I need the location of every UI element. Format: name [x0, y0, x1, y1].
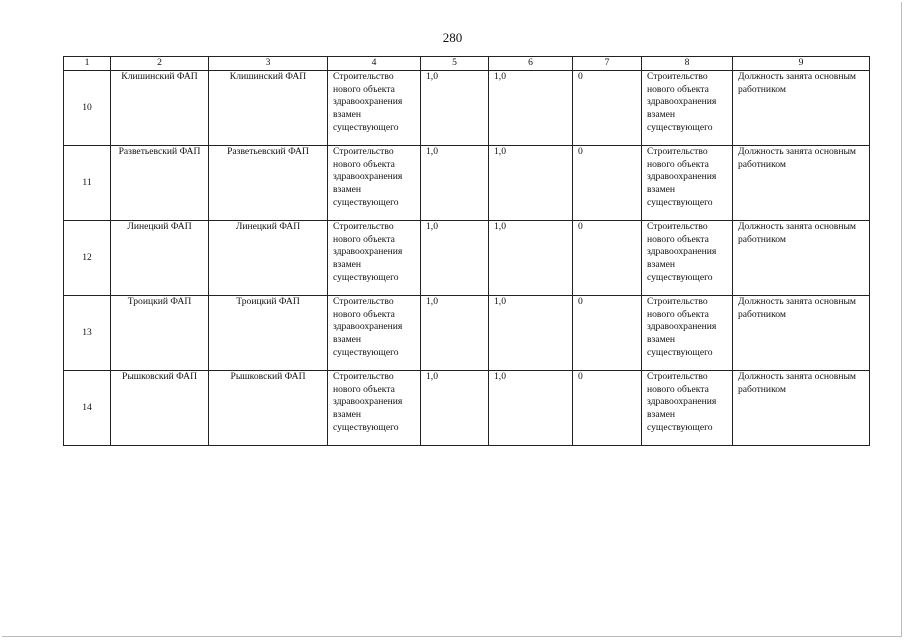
header-cell: 9 [733, 57, 870, 71]
table-row [64, 221, 870, 296]
staff-status: Должность занята основным работником [733, 221, 870, 296]
header-cell: 8 [642, 57, 733, 71]
action-description-2: Строительство нового объекта здравоохранения взамен существующего [642, 71, 733, 146]
header-cell: 7 [573, 57, 642, 71]
header-cell: 2 [111, 57, 209, 71]
header-cell: 4 [328, 57, 421, 71]
value-col6: 1,0 [489, 71, 573, 146]
facility-name: Рышковский ФАП [111, 371, 209, 446]
table-row [64, 71, 870, 146]
row-number: 14 [64, 371, 111, 446]
facility-name-alt: Клишинский ФАП [209, 71, 328, 146]
row-number: 13 [64, 296, 111, 371]
value-col5: 1,0 [421, 296, 489, 371]
header-cell: 5 [421, 57, 489, 71]
value-col6: 1,0 [489, 221, 573, 296]
staff-status: Должность занята основным работником [733, 71, 870, 146]
facility-name-alt: Разветьевский ФАП [209, 146, 328, 221]
action-description-2: Строительство нового объекта здравоохранения взамен существующего [642, 146, 733, 221]
staff-status: Должность занята основным работником [733, 371, 870, 446]
staff-status: Должность занята основным работником [733, 296, 870, 371]
value-col5: 1,0 [421, 146, 489, 221]
row-number: 11 [64, 146, 111, 221]
facility-name-alt: Троицкий ФАП [209, 296, 328, 371]
action-description: Строительство нового объекта здравоохранения взамен существующего [328, 371, 421, 446]
table-row [64, 371, 870, 446]
page-number: 280 [442, 30, 463, 45]
header-row [64, 57, 870, 71]
action-description-2: Строительство нового объекта здравоохранения взамен существующего [642, 296, 733, 371]
table-row [64, 146, 870, 221]
action-description: Строительство нового объекта здравоохранения взамен существующего [328, 221, 421, 296]
staff-status: Должность занята основным работником [733, 146, 870, 221]
header-cell: 3 [209, 57, 328, 71]
action-description: Строительство нового объекта здравоохранения взамен существующего [328, 146, 421, 221]
facility-name-alt: Линецкий ФАП [209, 221, 328, 296]
value-col5: 1,0 [421, 371, 489, 446]
data-table [63, 56, 870, 446]
table-row [64, 296, 870, 371]
value-col6: 1,0 [489, 146, 573, 221]
value-col5: 1,0 [421, 71, 489, 146]
value-col7: 0 [573, 71, 642, 146]
facility-name: Троицкий ФАП [111, 296, 209, 371]
value-col7: 0 [573, 296, 642, 371]
header-cell: 6 [489, 57, 573, 71]
header-cell: 1 [64, 57, 111, 71]
value-col5: 1,0 [421, 221, 489, 296]
facility-name-alt: Рышковский ФАП [209, 371, 328, 446]
action-description: Строительство нового объекта здравоохранения взамен существующего [328, 296, 421, 371]
action-description-2: Строительство нового объекта здравоохранения взамен существующего [642, 221, 733, 296]
value-col6: 1,0 [489, 371, 573, 446]
facility-name: Разветьевский ФАП [111, 146, 209, 221]
row-number: 12 [64, 221, 111, 296]
row-number: 10 [64, 71, 111, 146]
action-description-2: Строительство нового объекта здравоохранения взамен существующего [642, 371, 733, 446]
value-col6: 1,0 [489, 296, 573, 371]
facility-name: Линецкий ФАП [111, 221, 209, 296]
value-col7: 0 [573, 146, 642, 221]
value-col7: 0 [573, 371, 642, 446]
facility-name: Клишинский ФАП [111, 71, 209, 146]
value-col7: 0 [573, 221, 642, 296]
action-description: Строительство нового объекта здравоохранения взамен существующего [328, 71, 421, 146]
